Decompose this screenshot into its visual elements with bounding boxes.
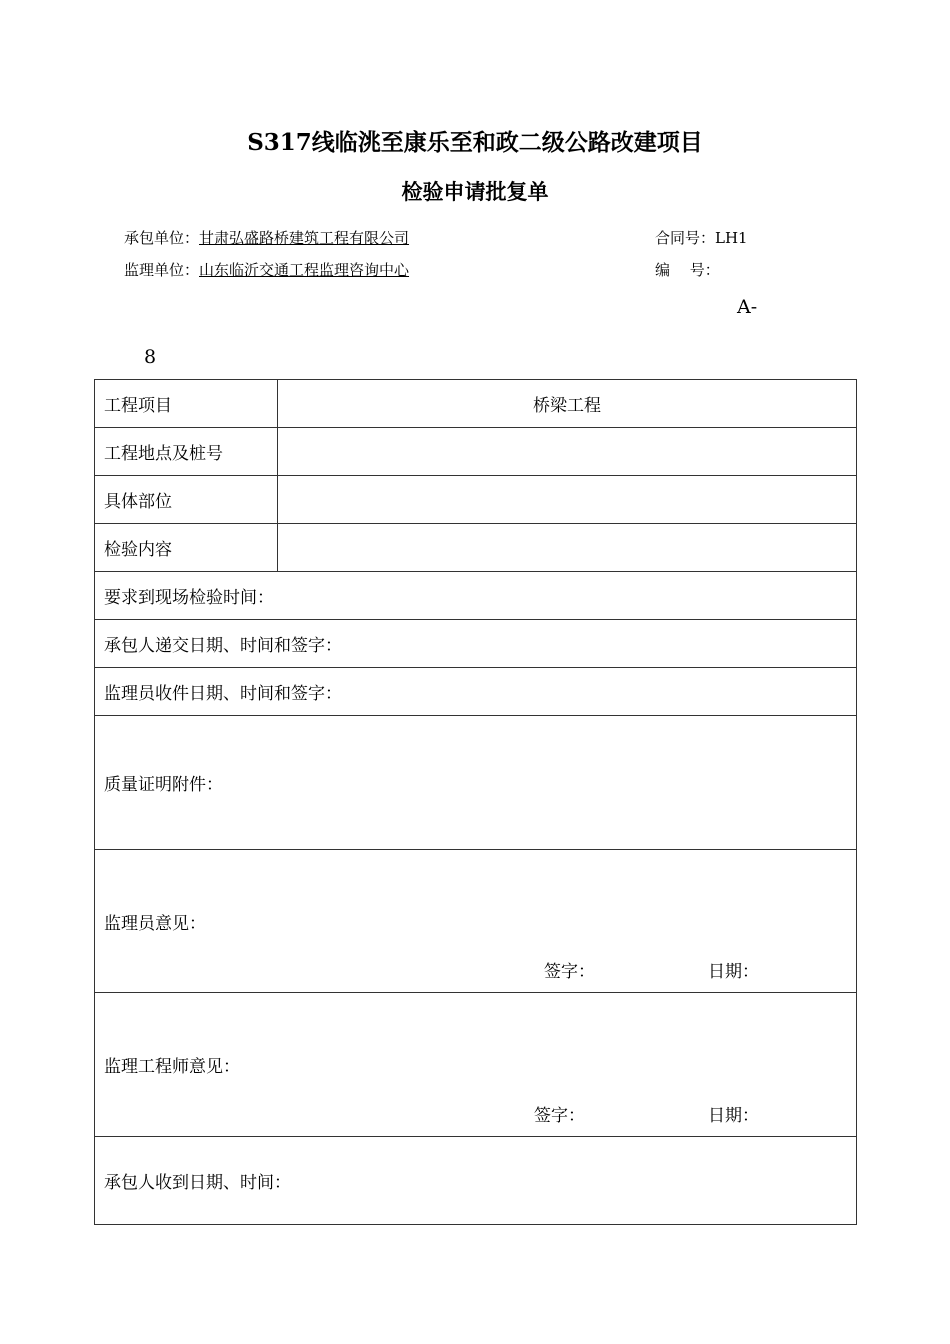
contractor-value: 甘肃弘盛路桥建筑工程有限公司 [199,229,410,247]
table-row [95,1137,857,1225]
supervisor-value: 山东临沂交通工程监理咨询中心 [199,261,410,279]
supervisor-receive-field[interactable]: 监理员收件日期、时间和签字： [95,668,857,716]
part-value[interactable] [278,476,857,524]
content-label: 检验内容 [95,524,278,572]
document-subtitle: 检验申请批复单 [401,179,549,204]
site-time-field[interactable]: 要求到现场检验时间： [95,572,857,620]
table-row [95,620,857,668]
engineer-opinion-field[interactable] [95,993,857,1137]
attachments-field[interactable] [95,716,857,850]
inspector-opinion-field[interactable] [95,850,857,993]
form-code-prefix: A- [737,296,758,318]
table-row [95,668,857,716]
attachments-label: 质量证明附件： [104,775,223,795]
form-code-number: 8 [144,346,157,368]
table-row [95,993,857,1137]
contractor-submit-field[interactable]: 承包人递交日期、时间和签字： [95,620,857,668]
supervisor-line [124,259,409,280]
location-value[interactable] [278,428,857,476]
engineer-sign-label: 签字： [534,1106,585,1126]
table-row [95,380,857,428]
contractor-receive-label: 承包人收到日期、时间： [104,1173,291,1193]
project-value[interactable]: 桥梁工程 [278,380,857,428]
serial-no-label: 编 号： [655,261,720,279]
part-label: 具体部位 [95,476,278,524]
table-row [95,476,857,524]
contractor-receive-field[interactable] [95,1137,857,1225]
supervisor-label: 监理单位： [124,261,200,279]
inspection-form-table [94,379,857,1225]
document-title: S317线临洮至康乐至和政二级公路改建项目 [247,129,703,156]
table-row [95,572,857,620]
project-label: 工程项目 [95,380,278,428]
table-row [95,524,857,572]
inspector-date-label: 日期： [708,962,759,982]
table-row [95,716,857,850]
contractor-line [124,227,409,248]
engineer-date-label: 日期： [708,1106,759,1126]
table-row [95,428,857,476]
content-value[interactable] [278,524,857,572]
contractor-label: 承包单位： [124,229,200,247]
contract-no: 合同号：LH1 [655,229,748,247]
location-label: 工程地点及桩号 [95,428,278,476]
inspector-sign-label: 签字： [544,962,595,982]
engineer-opinion-label: 监理工程师意见： [104,1057,240,1077]
inspector-opinion-label: 监理员意见： [104,913,206,934]
table-row [95,850,857,993]
